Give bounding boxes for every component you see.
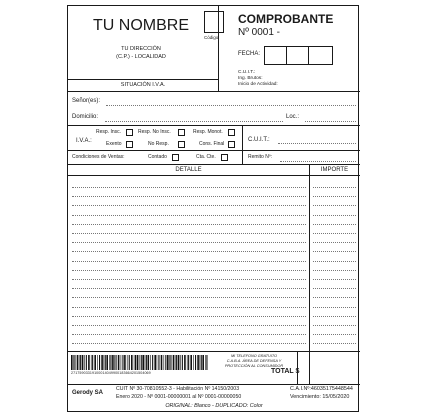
line-item-detail[interactable]: [72, 325, 306, 326]
client-locality-field[interactable]: [305, 121, 356, 122]
line-item-amount[interactable]: [313, 224, 356, 225]
iva-exento-checkbox[interactable]: [126, 141, 133, 148]
invoice-form: [67, 5, 359, 412]
barcode-digits: 27175903319100014049900183664201504069: [71, 371, 151, 375]
column-header-amount: IMPORTE: [320, 167, 349, 173]
line-item-detail[interactable]: [72, 334, 306, 335]
line-item-amount[interactable]: [313, 233, 356, 234]
sale-conditions-label: Condiciones de Ventas:: [72, 154, 125, 160]
iva-no-resp-checkbox[interactable]: [178, 141, 185, 148]
remito-label: Remito Nº:: [248, 154, 273, 160]
sale-contado-checkbox[interactable]: [172, 154, 179, 161]
code-box: [204, 11, 224, 33]
code-label: Código: [204, 35, 219, 40]
iva-cons-final-checkbox[interactable]: [228, 141, 235, 148]
line-item-detail[interactable]: [72, 343, 306, 344]
client-name-field[interactable]: [106, 105, 356, 106]
line-item-detail[interactable]: [72, 187, 306, 188]
line-item-amount[interactable]: [313, 343, 356, 344]
sale-option-label: Cta. Cte.: [196, 154, 216, 160]
line-item-detail[interactable]: [72, 279, 306, 280]
total-label: TOTAL $: [271, 368, 300, 375]
line-item-detail[interactable]: [72, 251, 306, 252]
date-day-field[interactable]: [264, 46, 287, 65]
line-item-amount[interactable]: [313, 242, 356, 243]
sale-cta-cte-checkbox[interactable]: [221, 154, 228, 161]
iva-option-label: Cons. Final: [199, 141, 225, 147]
consumer-notice-line: MI TELEFONO GRATUITO: [230, 354, 278, 358]
line-item-detail[interactable]: [72, 205, 306, 206]
iva-monot-checkbox[interactable]: [228, 129, 235, 136]
issuer-cuit-label: C.U.I.T.:: [238, 70, 256, 75]
line-item-amount[interactable]: [313, 297, 356, 298]
line-item-amount[interactable]: [313, 307, 356, 308]
iva-option-label: No Resp.: [148, 141, 169, 147]
date-label: FECHA:: [238, 51, 261, 57]
line-item-detail[interactable]: [72, 316, 306, 317]
line-item-amount[interactable]: [313, 270, 356, 271]
total-field[interactable]: [309, 351, 360, 384]
line-item-amount[interactable]: [313, 288, 356, 289]
client-iva-label: I.V.A.:: [76, 138, 92, 144]
client-address-label: Domicilio:: [72, 114, 99, 120]
business-address: TU DIRECCIÓN: [121, 46, 161, 52]
line-item-amount[interactable]: [313, 187, 356, 188]
consumer-notice-line: C.A.B.A. ÁREA DE DEFENSA Y: [226, 359, 282, 363]
line-item-amount[interactable]: [313, 316, 356, 317]
client-cuit-field[interactable]: [278, 143, 356, 144]
line-item-detail[interactable]: [72, 261, 306, 262]
iva-option-label: Resp. No Insc.: [138, 129, 171, 135]
line-item-detail[interactable]: [72, 242, 306, 243]
iva-option-label: Resp. Insc.: [96, 129, 122, 135]
date-year-field[interactable]: [308, 46, 333, 65]
column-header-detail: DETALLE: [175, 167, 202, 173]
iva-resp-no-insc-checkbox[interactable]: [178, 129, 185, 136]
line-item-amount[interactable]: [313, 261, 356, 262]
line-item-detail[interactable]: [72, 215, 306, 216]
printer-numbers: Enero 2020 - Nº 0001-00000001 al Nº 0001-00000050: [116, 394, 242, 400]
line-item-detail[interactable]: [72, 196, 306, 197]
document-number: Nº 0001 -: [238, 27, 281, 38]
iva-option-label: Exento: [106, 141, 122, 147]
copies-note: ORIGINAL: Blanco - DUPLICADO: Color: [165, 403, 263, 409]
client-name-label: Señor(es):: [72, 98, 101, 104]
barcode: [71, 355, 209, 370]
iva-resp-insc-checkbox[interactable]: [126, 129, 133, 136]
document-title: COMPROBANTE: [238, 12, 334, 26]
business-name: TU NOMBRE: [93, 17, 189, 34]
line-item-amount[interactable]: [313, 251, 356, 252]
line-item-detail[interactable]: [72, 270, 306, 271]
line-item-amount[interactable]: [313, 196, 356, 197]
printer-name: Gerody SA: [72, 390, 104, 396]
line-item-detail[interactable]: [72, 224, 306, 225]
iva-option-label: Resp. Monot.: [193, 129, 223, 135]
remito-field[interactable]: [280, 161, 356, 162]
line-item-amount[interactable]: [313, 325, 356, 326]
business-city: (C.P.) - LOCALIDAD: [116, 54, 166, 60]
iibb-label: Ing. Brutos:: [238, 76, 263, 81]
line-item-detail[interactable]: [72, 307, 306, 308]
line-item-amount[interactable]: [313, 205, 356, 206]
iva-situation-label: SITUACIÓN I.V.A.: [120, 82, 166, 88]
date-month-field[interactable]: [286, 46, 309, 65]
cai-number: C.A.I.Nº:46035175448544: [290, 386, 353, 392]
line-item-detail[interactable]: [72, 233, 306, 234]
line-item-amount[interactable]: [313, 334, 356, 335]
client-cuit-label: C.U.I.T.:: [248, 137, 270, 143]
line-item-detail[interactable]: [72, 288, 306, 289]
sale-option-label: Contado: [148, 154, 167, 160]
line-item-amount[interactable]: [313, 215, 356, 216]
client-locality-label: Loc.:: [286, 114, 300, 120]
printer-cuit: CUIT Nº 30-70810552-3 - Habilitación Nº 14150/2003: [116, 386, 240, 392]
activity-start-label: Inicio de Actividad:: [238, 82, 278, 87]
consumer-notice-line: PROTECCIÓN AL CONSUMIDOR: [224, 364, 284, 368]
cai-expiry: Vencimiento: 15/05/2020: [290, 394, 350, 400]
line-item-detail[interactable]: [72, 297, 306, 298]
client-address-field[interactable]: [105, 121, 283, 122]
line-item-amount[interactable]: [313, 279, 356, 280]
